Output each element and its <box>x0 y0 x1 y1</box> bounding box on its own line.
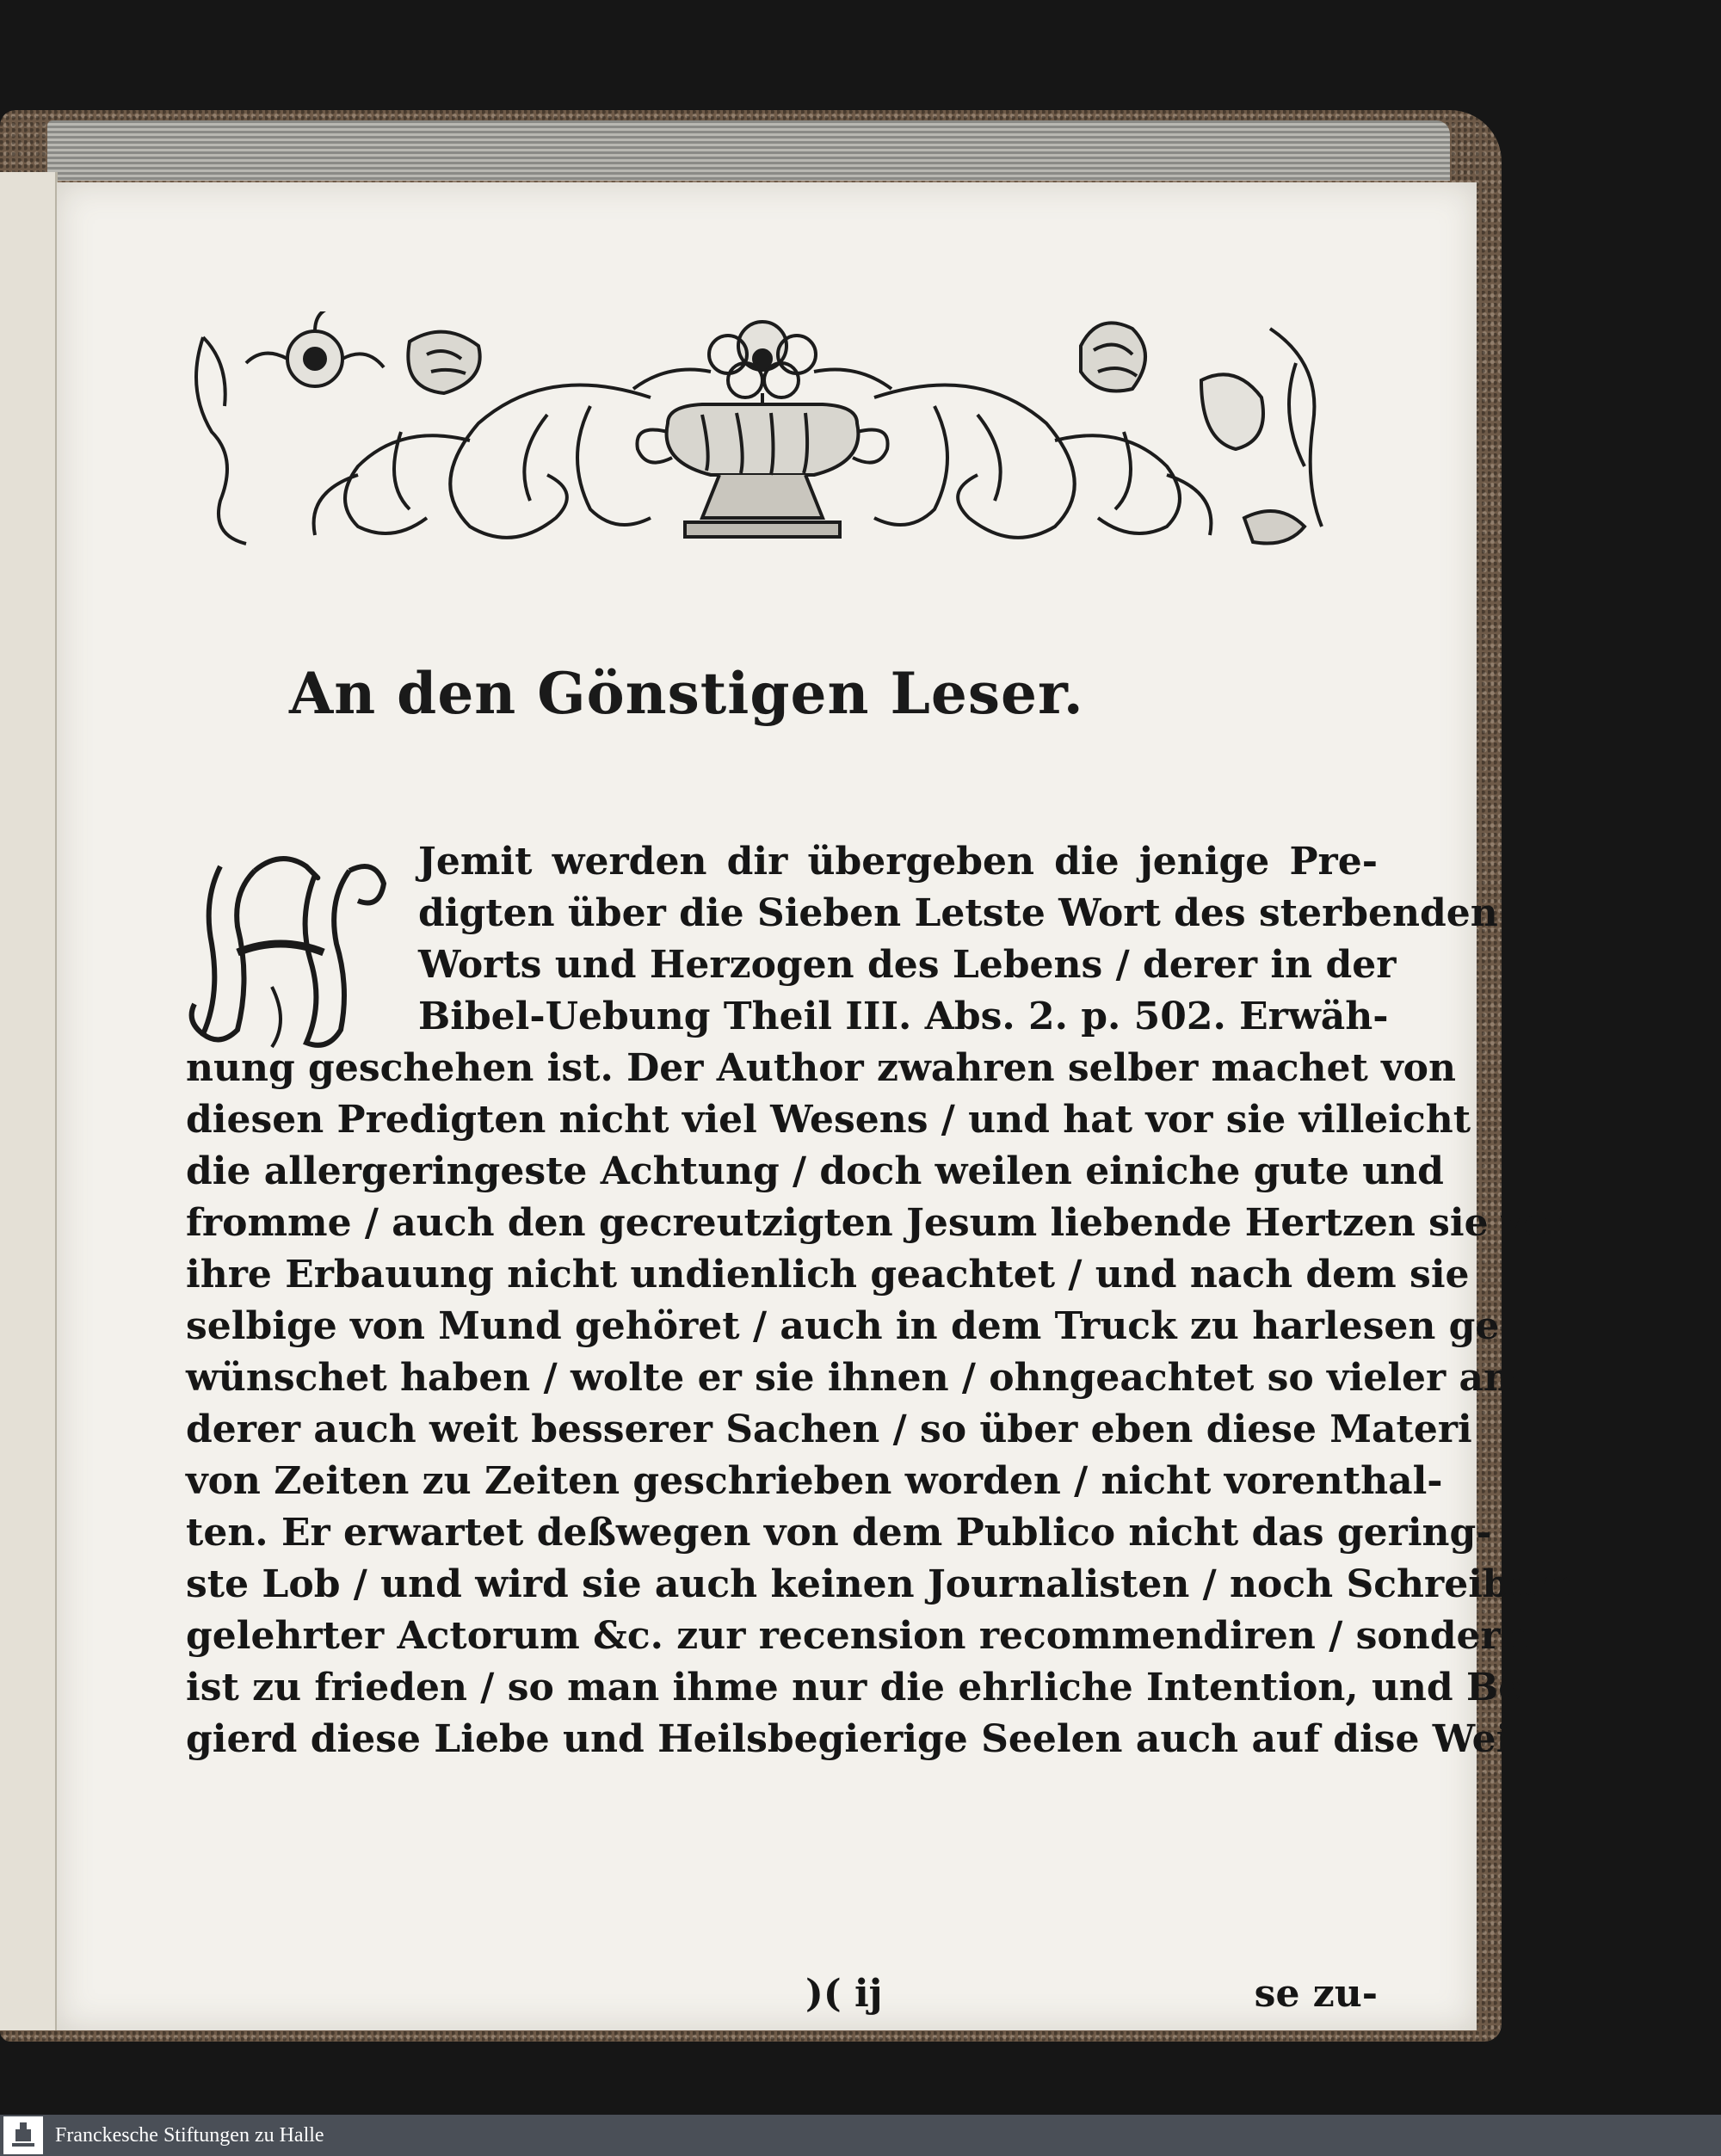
text-line: diesen Predigten nicht viel Wesens / und hat vor sie villeicht <box>186 1098 1471 1142</box>
text-line: gierd diese Liebe und Heilsbegierige Seelen auch auf dise Wei- <box>186 1717 1527 1761</box>
text-line: Worts und Herzogen des Lebens / derer in der <box>418 943 1397 987</box>
page-heading: An den Gönstigen Leser. <box>289 660 1084 727</box>
attribution-bar <box>0 2115 1721 2156</box>
page-footer <box>186 1972 1378 2024</box>
text-line: derer auch weit besserer Sachen / so über eben diese Materi <box>186 1408 1472 1451</box>
text-line: nung geschehen ist. Der Author zwahren selber machet von <box>186 1046 1457 1090</box>
text-line: wünschet haben / wolte er sie ihnen / ohngeachtet so vieler an- <box>186 1356 1527 1400</box>
left-page-edge <box>0 172 58 2030</box>
institution-logo-icon <box>3 2116 43 2154</box>
text-line: fromme / auch den gecreutzigten Jesum liebende Hertzen sie vor <box>186 1201 1570 1245</box>
text-line: selbige von Mund gehöret / auch in dem Truck zu harlesen ge- <box>186 1304 1515 1348</box>
text-line: Jemit werden dir übergeben die jenige Pre- <box>418 840 1378 884</box>
text-line: ihre Erbauung nicht undienlich geachtet / und nach dem sie <box>186 1253 1470 1297</box>
catchword: se zu- <box>1254 1972 1378 2016</box>
text-line: ste Lob / und wird sie auch keinen Journalisten / noch Schreibern <box>186 1562 1581 1606</box>
book-page <box>57 182 1581 2030</box>
signature-mark: )( ij <box>805 1972 883 2016</box>
text-line: von Zeiten zu Zeiten geschrieben worden / nicht vorenthal- <box>186 1459 1443 1503</box>
floral-headpiece-ornament <box>186 311 1335 561</box>
text-line: ten. Er erwartet deßwegen von dem Publico nicht das gering- <box>186 1511 1492 1555</box>
text-line: Bibel-Uebung Theil III. Abs. 2. p. 502. Erwäh- <box>418 995 1389 1038</box>
text-line: digten über die Sieben Letste Wort des sterbenden <box>418 891 1498 935</box>
body-text <box>186 836 1581 1765</box>
text-line: ist zu frieden / so man ihme nur die ehrliche Intention, und Be- <box>186 1666 1539 1709</box>
page-edges <box>47 120 1450 181</box>
text-line: gelehrter Actorum &c. zur recension recommendiren / sondern <box>186 1614 1528 1658</box>
text-line: die allergeringeste Achtung / doch weilen einiche gute und <box>186 1149 1444 1193</box>
institution-name: Franckesche Stiftungen zu Halle <box>55 2123 324 2147</box>
